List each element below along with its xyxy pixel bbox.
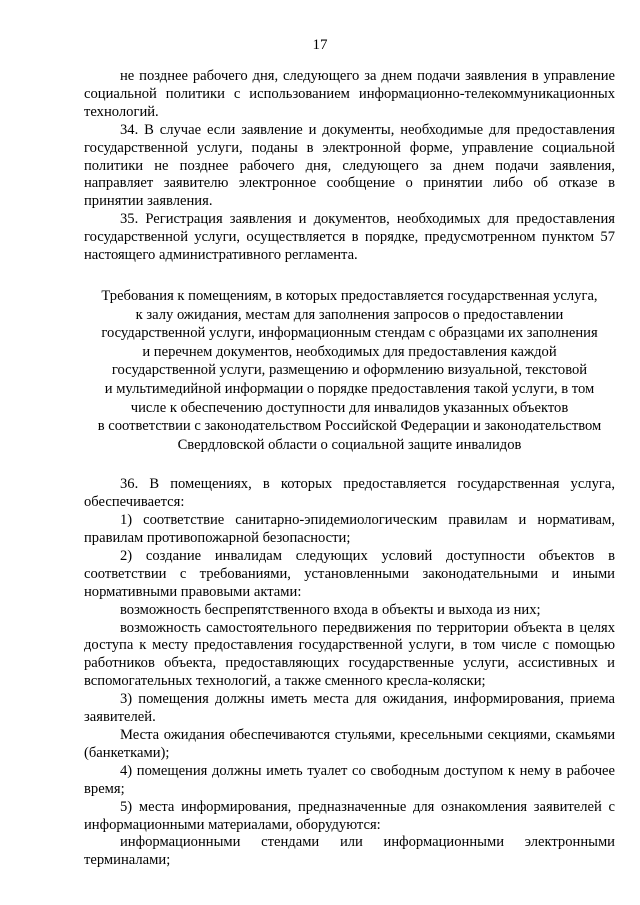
paragraph-35: 35. Регистрация заявления и документов, необходимых для предоставления государственной услуги, осуществляется в порядке, предусмотренном пунктом 57 настоящего административного регламента. bbox=[84, 211, 615, 264]
page-number: 17 bbox=[312, 37, 328, 53]
heading-line: государственной услуги, размещению и оформлению визуальной, текстовой bbox=[111, 362, 588, 379]
heading-line: и мультимедийной информации о порядке предоставления такой услуги, в том bbox=[104, 380, 595, 397]
heading-line: государственной услуги, информационным стендам с образцами их заполнения bbox=[101, 325, 598, 342]
paragraph-waiting-places: Места ожидания обеспечиваются стульями, кресельными секциями, скамьями (банкетками); bbox=[84, 727, 615, 761]
heading-line: числе к обеспечению доступности для инвалидов указанных объектов bbox=[130, 399, 569, 416]
list-subitem-movement: возможность самостоятельного передвижения по территории объекта в целях доступа к месту предоставления государственной услуги, в том числе с помощью работников объекта, предоставляющих государственные услуги, ассистивных и вспомогательных технологий, а также сменного кресла-коляски; bbox=[84, 619, 615, 690]
heading-line: Свердловской области о социальной защите инвалидов bbox=[177, 436, 522, 453]
paragraph-continuation: не позднее рабочего дня, следующего за днем подачи заявления в управление социальной политики с использованием информационно-телекоммуникационных технологий. bbox=[84, 68, 615, 120]
list-item-3: 3) помещения должны иметь места для ожидания, информирования, приема заявителей. bbox=[84, 691, 615, 726]
page-content bbox=[84, 68, 615, 870]
heading-line: в соответствии с законодательством Российской Федерации и законодательством bbox=[97, 418, 602, 435]
heading-line: Требования к помещениям, в которых предоставляется государственная услуга, bbox=[101, 287, 598, 304]
paragraphs-before-heading bbox=[84, 68, 615, 265]
section-heading bbox=[84, 287, 615, 454]
list-item-1: 1) соответствие санитарно-эпидемиологическим правилам и нормативам, правилам противопожарной безопасности; bbox=[84, 512, 615, 547]
list-subitem-stands: информационными стендами или информационными электронными терминалами; bbox=[84, 834, 615, 869]
paragraphs-after-heading bbox=[84, 476, 615, 870]
heading-line: и перечнем документов, необходимых для предоставления каждой bbox=[142, 343, 557, 360]
paragraph-34: 34. В случае если заявление и документы, необходимые для предоставления государственной услуги, поданы в электронной форме, управление социальной политики не позднее рабочего дня, следующего за днем подачи заявления, направляет заявителю электронное сообщение о принятии либо об отказе в принятии заявления. bbox=[84, 121, 615, 210]
list-item-4: 4) помещения должны иметь туалет со свободным доступом к нему в рабочее время; bbox=[84, 762, 615, 797]
heading-line: к залу ожидания, местам для заполнения запросов о предоставлении bbox=[135, 306, 564, 323]
list-subitem-entry: возможность беспрепятственного входа в объекты и выхода из них; bbox=[120, 601, 541, 618]
list-item-5: 5) места информирования, предназначенные для ознакомления заявителей с информационными материалами, оборудуются: bbox=[84, 798, 615, 833]
list-item-2: 2) создание инвалидам следующих условий доступности объектов в соответствии с требованиями, установленными законодательными и иными нормативными правовыми актами: bbox=[84, 547, 615, 600]
paragraph-36: 36. В помещениях, в которых предоставляется государственная услуга, обеспечивается: bbox=[84, 476, 615, 511]
